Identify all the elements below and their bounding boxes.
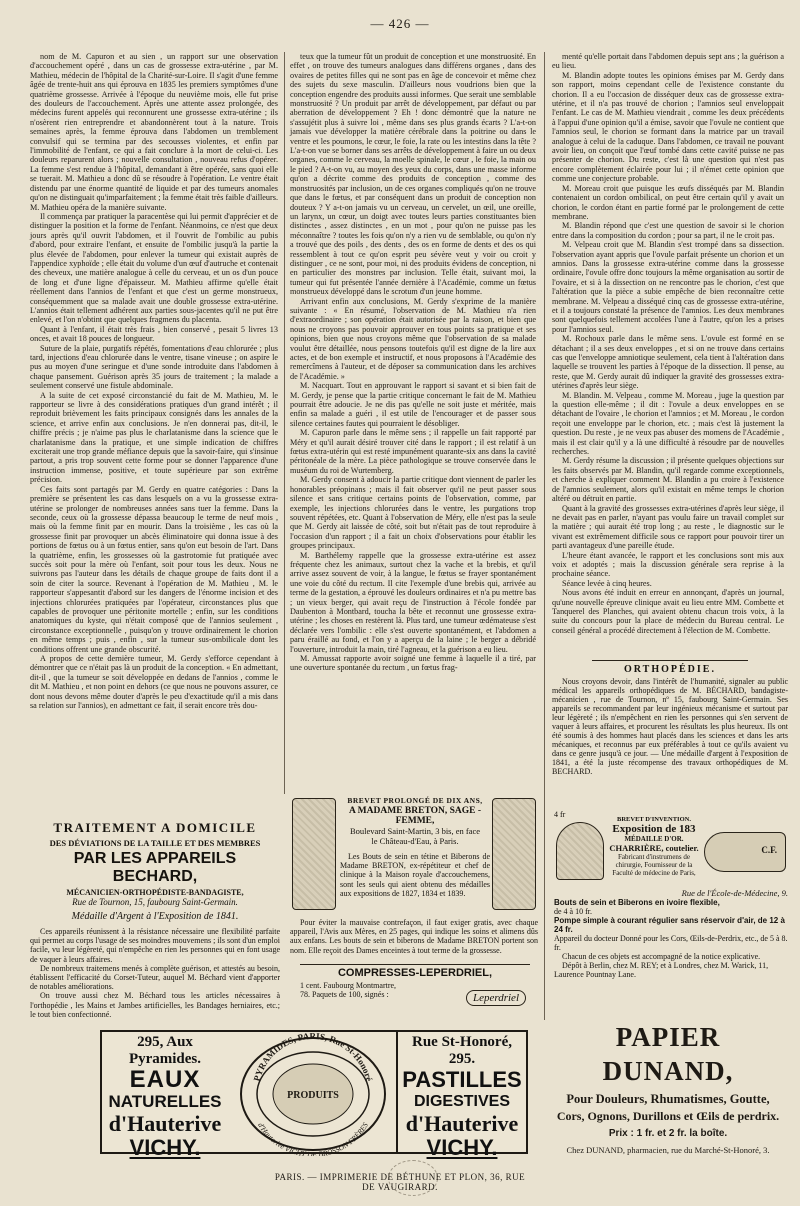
compresses-title: COMPRESSES-LEPERDRIEL, xyxy=(337,967,493,979)
bechard-body-2: De nombreux traitemens menés à complète guérison, et attestés au besoin, établissent l'efficacité du Corset-Tuteur, auquel M. Béchard vient d'apporter de notables améliorations. xyxy=(30,963,280,992)
breton-body-2: Pour éviter la mauvaise contrefaçon, il faut exiger gratis, avec chaque appareil, l'Avis aux Mères, en 25 pages, qui indique les soins et alimens dûs aux enfans. Les bouts de sein et biberons de Madame BRETON portent son nom. Elle reçoit des Dames enceintes à tout terme de la grossesse. xyxy=(290,918,538,955)
vichy-left-word-4: VICHY. xyxy=(129,1135,201,1160)
charriere-item-2: Pompe simple à courant régulier sans réservoir d'air, de 12 à 24 fr. xyxy=(554,916,785,934)
paragraph: A la suite de cet exposé circonstancié du fait de M. Mathieu, M. le rapporteur se livre à des considérations pratiques d'un grand intérêt ; il reproduit brièvement les faits principaux consignés dans les annales de la science, et arrive enfin aux conclusions. Je n'en donnerai pas, dit-il, le chiffre précis ; je n'aime pas plus le charlatanisme dans la science que le charlatanisme dans la pratique, et une simple indication de chiffres exciterait une trop grande méfiance depuis que la savoir-faire, qui s'insinue partout, a pris trop souvent cette forme pour se donner l'apparence d'une instruction immense, positive, et toute supérieure par son extrême précision. xyxy=(30,390,278,485)
paragraph: M. Rochoux parle dans le même sens. L'ovule est formé en se détachant ; il a ses deux enveloppes , et si on ne trouve dans certains cas que l'enveloppe amniotique seulement, cela tient à l'altération dans laquelle se trouvent les parties à l'époque de la dissection. Il pense, au reste, que M. Gerdy aurait dû indiquer la gravité des grossesses extra-utérines d'après leur siège. xyxy=(552,334,784,391)
bechard-profession: MÉCANICIEN-ORTHOPÉDISTE-BANDAGISTE, xyxy=(66,888,244,897)
paragraph: M. Capuron parle dans le même sens ; il rappelle un fait rapporté par Méry et qu'il aurait désiré trouver cité dans le rapport ; il est relatif à un fœtus extra-utérin qui est resté impunément quarante-six ans dans la cavité péritonéale de la mère. La pièce pathologique se trouve conservée dans le muséum du roi de Wurtemberg. xyxy=(290,428,536,475)
bechard-title: PAR LES APPAREILS BECHARD, xyxy=(73,850,237,885)
charriere-name: CHARRIÈRE, coutelier. xyxy=(609,843,699,853)
paragraph: M. Nacquart. Tout en approuvant le rapport si savant et si bien fait de M. Gerdy, je pense que la partie critique concernant le fait de M. Mathieu pourrait être adoucie. Je ne dis pas qu'elle ne soit juste et méritée, mais enfin sa malade a guéri , il est utile de l'encourager et de passer sous silence certaines fautes qui pourraient le désobliger. xyxy=(290,381,536,428)
article-column-3 xyxy=(552,52,784,652)
paragraph: M. Gerdy résume la discussion ; il présente quelques objections sur les faits observés par M. Blandin, qu'il regarde comme exceptionnels, et cherche à expliquer comment M. Blandin a pu croire à l'existence de l'amnios seulement, alors qu'il existait en même temps le chorion altéré ou détruit en partie. xyxy=(552,456,784,504)
charriere-item-1-price: de 4 à 10 fr. xyxy=(554,907,592,916)
charriere-description: Fabricant d'instrumens de chirurgie, Fournisseur de la Faculté de médecine de Paris, xyxy=(612,853,696,877)
dunand-address: Chez DUNAND, pharmacien, rue du Marché-St-Honoré, 3. xyxy=(566,1145,770,1155)
vichy-seal-center: PRODUITS xyxy=(287,1090,339,1101)
charriere-medal: MÉDAILLE D'OR. xyxy=(624,835,684,843)
printer-imprint: PARIS. — IMPRIMERIE DE BÉTHUNE ET PLON, 36, RUE DE VAUGIRARD. xyxy=(274,1172,526,1192)
paragraph: Quant à l'enfant, il était très frais , bien conservé , pesait 5 livres 13 onces, et avait 18 pouces de longueur. xyxy=(30,324,278,344)
orthopedie-heading: ORTHOPÉDIE. xyxy=(624,664,716,675)
breton-address: Boulevard Saint-Martin, 3 bis, en face xyxy=(349,826,481,836)
papier-dunand-advertisement xyxy=(548,1020,788,1162)
paragraph: M. Amussat rapporte avoir soigné une femme à laquelle il a tiré, par une ouverture spontanée du rectum , un fœtus frag- xyxy=(290,654,536,673)
charriere-price: 4 fr xyxy=(554,810,566,819)
column-rule-1 xyxy=(284,52,285,794)
paragraph: Ces faits sont partagés par M. Gerdy en quatre catégories : Dans la première se présentent les cas dans lesquels on a vu la grossesse extra-utérine se prolonger de nombreuses années sans tuer la femme. Dans la seconde, ceux où la grossesse dépassa beaucoup le terme de neuf mois , mais où la femme finit par en mourir. Dans la troisième , les cas où la grossesse finit par provoquer un abcès éliminatoire qui donna issue à des portions de fœtus ou à un fœtus entier, sans qu'on eut besoin de l'art. Dans la quatrième, enfin, les grossesses où la gastrotomie fut pratiquée avec succès soit pour la mère où l'enfant, soit pour tous les deux. Nous ne suivrons pas l'auteur dans les détails de chaque groupe de faits dont il a soin de citer la source. Revenant à l'opération de M. Mathieu , M. le rapporteur s'appesantit d'abord sur les dangers de l'énorme incision et des injections chlorurées pratiquées par l'opérateur, circonstances plus que capables de provoquer une péritonite mortelle ; enfin, sur les conditions anatomiques du kyste, qui n'était composé que de l'annios seulement , circonstance exceptionnelle , puisqu'on y trouve ordinairement le chorion en même temps ; puis , enfin , sur la tumeur sus-ombilicale dont les conditions offrent une grande obscurité. xyxy=(30,484,278,654)
article-column-1 xyxy=(30,52,278,788)
paragraph: M. Blandin adopte toutes les opinions émises par M. Gerdy dans son rapport, moins cependant celle de l'existence constante du chorion. Il a eu l'occasion de disséquer deux cas de grossesse extra-utérine, et il n'a pas trouvé de chorion ; l'amnios seul enveloppait l'enfant. Le cas de M. Mathieu viendrait , comme les deux précédents à l'appui d'une opinion qu'il a émise, savoir que l'ovule ne contient que l'amnios seul, le chorion se formant dans la matrice par un travail analogue à celui de la caduque. Dans l'abdomen, ce travail ne pouvant avoir lieu, on conçoit que l'œuf tombé dans cette cavité puisse ne pas présenter de chorion. Du reste, c'est là une question qui n'est pas encore complètement éclairée pour lui ; il n'émet cette opinion que comme une conjecture probable. xyxy=(552,70,784,184)
bechard-headline: TRAITEMENT A DOMICILE xyxy=(53,820,257,835)
nipple-shield-illustration xyxy=(492,798,536,910)
paragraph: M. Moreau croit que puisque les œufs disséqués par M. Blandin contenaient un cordon ombilical, on peut être certain qu'il y avait un chorion, le cordon étant en partie formé par le prolongement de cette membrane. xyxy=(552,183,784,221)
vichy-right-word-4: VICHY. xyxy=(426,1135,498,1160)
compresses-address: 1 cent. Faubourg Montmartre, xyxy=(300,981,397,990)
vichy-right-word-2: DIGESTIVES xyxy=(413,1093,511,1110)
vichy-right-word-1: PASTILLES xyxy=(402,1067,522,1092)
bechard-subheadline: DES DÉVIATIONS DE LA TAILLE ET DES MEMBRES xyxy=(49,838,261,848)
charriere-advertisement xyxy=(554,810,788,1020)
paragraph: Nous avons été induit en erreur en annonçant, d'après un journal, qu'une nouvelle épreuve clinique avait eu lieu entre MM. Combette et Tanquerel des Planches, qui avaient obtenu chacun trois voix, à la suite du concours pour la place de médecin du Bureau central. Le conseil général a procédé directement à l'élection de M. Combette. xyxy=(552,588,784,635)
paragraph: Suture de la plaie, purgatifs répétés, fomentations d'eau chlorurée ; plus tard, injections d'eau chlorurée dans le ventre, tisane vineuse ; on aspire le pus au moyen d'une seringue et d'une sonde introduite dans l'abdomen à chaque pansement. Guérison après 35 jours de traitement ; la malade a seulement conservé une fistule abdominale. xyxy=(30,343,278,391)
paragraph: Quant à la gravité des grossesses extra-utérines d'après leur siège, il ne devait pas en parler, n'ayant pas voulu faire un travail complet sur la matière ; qui aurait été trop long ; au reste , le diagnostic sur le vivant est extrêmement difficile sous ce rapport pour pouvoir tirer un parti avantageux d'une pareille étude. xyxy=(552,503,784,551)
paragraph: M. Gerdy consent à adoucir la partie critique dont viennent de parler les honorables préopinans ; mais il fait observer qu'il ne peut passer sous silence et sans critique certains points de l'observation, comme, par exemple, les injections chlorurées dans le ventre, les purgations trop souvent répétées, etc. Quant à l'observation de Méry, elle n'est pas la seule que M. Gerdy ait laissée de côté, soit but n'était pas de tout reproduire à l'occasion d'un rapport ; il a fait un choix d'observations pour établir les groupes principaux. xyxy=(290,475,536,551)
orthopedie-text: Nous croyons devoir, dans l'intérêt de l'humanité, signaler au public médical les appareils orthopédiques de M. BÉCHARD, bandagiste-mécanicien , rue de Tournon, nº 15, faubourg Saint-Germain. Ses appareils se recommandent par leur ingénieux mécanisme et surtout par leur légèreté ; ils n'empêchent en rien les personnes qui s'en servent de vaquer à leurs affaires, et procurent les résultats les plus heureux. Ils ont été soumis à des hommes haut placés dans les sciences et dans les arts mécaniques, et reconnus par eux préférables à tout ce qu'ils avaient vu dans ce genre jusqu'à ce jour. — Une médaille d'argent à l'exposition de 1841, a été la juste récompense des travaux orthopédiques de M. BECHARD. xyxy=(552,677,788,776)
charriere-item-1: Bouts de sein et Biberons en ivoire flexible, xyxy=(554,898,720,907)
bechard-address: Rue de Tournon, 15, faubourg Saint-Germain. xyxy=(72,897,238,907)
paragraph: M. Velpeau croit que M. Blandin s'est trompé dans sa dissection. l'observation ayant appris que l'ovule parfait présente un chorion et un amnios. Dans la grossesse extra-utérine comme dans la grossesse ordinaire, l'ovule offre donc toujours la même organisation au sortir de l'ovaire, et si à la dissection on ne rencontre pas le chorion, c'est que l'altération que la pièce a subie empêche de bien reconnaître cette membrane. M. Velpeau a disséqué cinq cas de grossesse extra-utérine, et il a toujours constaté la présence de l'amnios. Les deux membranes sont quelquefois tellement accolées l'une à l'autre, qu'on les a prises pour l'amnios seul. xyxy=(552,240,784,334)
vichy-waters-advertisement xyxy=(100,1030,230,1160)
bechard-medal: Médaille d'Argent à l'Exposition de 1841. xyxy=(71,911,239,922)
paragraph: teux que la tumeur fût un produit de conception et une monstruosité. En effet , on trouve des tumeurs analogues dans différens organes , dans des ovaires de petites filles qui ne sont pas en âge de concevoir et même chez des sujets du sexe masculin. D'ailleurs nous voudrions bien que la conception engendre des produits aussi informes. Que serait une semblable monstruosité ? Un produit par arrêt de développement, par défaut ou par aberration de développement ? Eh ! donc démontré que la nature ne s'assujétit plus à suivre loi , même dans ses plus grands écarts ? L'a-t-on jamais vue développer la matière cérébrale dans la poitrine ou dans le ventre et les poumons, le cœur, le foie, la rate ou les intestins dans la tête ? L'a-t-on vue se borner dans ses arrêts de développement à faire un ou deux organes, comme le cerveau, la moelle spinale, le cœur , le foie, la main ou le pied ? A-t-on vu, au moyen des yeux du corps, dans une masse informe qu'on a décrite comme des produits de conception , comme des monstruosités par inclusion, un de ces organes compliqués qu'on ne trouve que dans le fœtus, et par conséquent dans un produit de conception non douteux ? Y a-t-on jamais vu un cerveau, un cervelet, un œil, une oreille, un larynx, un cœur, un doigt avec toutes leurs parties constituantes bien distinctes , assez distinctes , en un mot , pour qu'on ne puisse pas les méconnaître ? toutes les fois qu'on n'y a rien vu de semblable, ou qu'on n'y a trouvé que des poils , des dents , des os en forme de dents et des os qui ressemblent à tout ce qu'on esprit peu sévère veut y voir ou croit y distinguer , ce ne sont, pour moi, ni des produits évidens de conception, ni en particulier des monstres par inclusion. Telle était, suivant moi, la tumeur qui fut présentée l'année dernière à l'Académie, comme un fœtus monstrueux développé dans le scrotum d'un jeune homme. xyxy=(290,52,537,297)
paragraph: nom de M. Capuron et au sien , un rapport sur une observation d'accouchement opéré , dans un cas de grossesse extra-utérine , par M. Mathieu, médecin de l'hôpital de la Charité-sur-Loire. Il s'agit d'une femme âgée de trente-huit ans qui éprouva en 1835 les premiers symptômes d'une quatrième grossesse. Arrivée à l'époque du neuvième mois, elle fut prise des douleurs de l'accouchement. Après une attente assez prolongée, des médecins furent appelés qui reconnurent une grossesse extra-utérine ; ils n'osèrent rien entreprendre et abandonnèrent tout à la nature. Trois semaines après, la femme éprouva dans l'abdomen un tremblement convulsif qui se termina par des secousses violentes, et enfin par l'immobilité de l'enfant, ce qui a fait conclure à la mort de celui-ci. Les douleurs reparurent alors ; nouvelle consultation , nouveau refus d'opérer. La femme s'est rendue à l'hôpital, demandant à être opérée, sans quoi elle se tuerait. M. Mathieu a donc dû se résoudre à l'opération. Le ventre était distendu par une énorme quantité de liquide et par des tumeurs anomales qu'on ne distinguait qu'imparfaitement ; la femme était très faible d'ailleurs. M. Mathieu opéra de la manière suivante. xyxy=(30,52,278,212)
column-rule-2 xyxy=(544,52,545,1020)
vichy-right-word-3: d'Hauterive xyxy=(405,1111,519,1136)
charriere-item-3: Appareil du docteur Donné pour les Cors, Œils-de-Perdrix, etc., de 5 à 8. fr. xyxy=(554,934,788,952)
charriere-item-5: Dépôt à Berlin, chez M. REY; et à Londres, chez M. Warick, 11, Laurence Pountnay Lane. xyxy=(554,961,769,979)
vichy-left-address: 295, Aux Pyramides. xyxy=(128,1034,202,1067)
page-number: — 426 — xyxy=(370,16,430,31)
bechard-body-1: Ces appareils réunissent à la résistance nécessaire une flexibilité parfaite qui permet au corps l'usage de ses moindres mouvemens ; ils sont d'un emploi facile, vu leur légèreté, qui n'empêche en rien les personnes qui en font usage de vaquer à leurs affaires. xyxy=(30,927,280,964)
charriere-exposition: Exposition de 183 xyxy=(612,823,696,835)
dunand-title: PAPIER DUNAND, xyxy=(602,1022,734,1086)
charriere-patent: BREVET D'INVENTION. xyxy=(617,816,691,823)
paragraph: Séance levée à cinq heures. xyxy=(562,578,652,588)
vichy-left-word-1: EAUX xyxy=(129,1066,201,1093)
compresses-pack-info: 78. Paquets de 100, signés : xyxy=(300,990,389,999)
paragraph: Arrivant enfin aux conclusions, M. Gerdy s'exprime de la manière suivante : « En résumé, l'observation de M. Mathieu n'a rien d'extraordinaire ; son opération était autorisée par la raison, et bien que nous ne croyons pas pouvoir approuver en tous points sa pratique et ses opinions, bien que nous croyons même que l'observation de sa malade voulut être détaillée, nous pensons toutefois qu'il est digne de la lire aux actes, et de bon exemple et instructif, et nous proposons à l'Académie des remercîmens à l'auteur, et de déposer sa communication dans les archives de l'Académie. » xyxy=(290,296,536,381)
breton-name: A MADAME BRETON, SAGE - FEMME, xyxy=(348,806,482,826)
charriere-item-4: Chacun de ces objets est accompagné de la notice explicative. xyxy=(562,952,761,961)
baby-bottle-illustration xyxy=(292,798,336,910)
breast-pump-illustration xyxy=(556,822,604,880)
paragraph: M. Blandin. M. Velpeau , comme M. Moreau , juge la question par la question elle-même ; il dit : l'ovule a deux enveloppes en se détachant de l'ovaire , le chorion et l'amnios ; et M. Moreau , le cordon reçoit une enveloppe par le chorion, etc. ; mais c'est là justement la question. Du reste , je ne veux pas abuser des momens de l'Académie , mais il est clair qu'il y a là une difficulté à résoudre par de nouvelles recherches. xyxy=(552,390,784,457)
bechard-advertisement xyxy=(30,820,280,1020)
syringe-illustration xyxy=(704,832,786,872)
paragraph: M. Blandin répond que c'est une question de savoir si le chorion entre dans la composition du cordon ; pour sa part, il ne le croit pas. xyxy=(552,221,784,240)
paragraph: L'heure étant avancée, le rapport et les conclusions sont mis aux voix et adoptés ; mais la discussion générale sera reprise à la prochaine séance. xyxy=(552,550,784,579)
vichy-pastilles-advertisement xyxy=(396,1030,528,1160)
vichy-left-word-2: NATURELLES xyxy=(108,1092,222,1111)
dunand-price: Prix : 1 fr. et 2 fr. la boîte. xyxy=(608,1128,728,1139)
device-label: C.F. xyxy=(761,845,777,855)
compresses-advertisement xyxy=(300,964,530,1024)
charriere-address: Rue de l'École-de-Médecine, 9. xyxy=(681,888,788,898)
paragraph: M. Barthélemy rappelle que la grossesse extra-utérine est assez fréquente chez les animaux, surtout chez la vache et la brebis, et qu'il arrive assez souvent de voir, à la langue, le fœtus se frayer spontanément une voie du côté du rectum. Il cite l'exemple d'une brebis qui, arrivée au terme de la gestation, a éprouvé les douleurs ordinaires et n'a pu mettre bas ; un vieux berger, qui avait reçu de l'instruction à l'école fondée par Daubenton à Montbard, toucha la bête et reconnut une grossesse extra-utérine ; les choses en restèrent là. Plus tard, une tumeur œdémateuse s'est déclarée vers l'ombilic : elle s'est ouverte spontanément, et l'abdomen a paru éraillé au fond, et l'on y a aperçu de la laine ; le berger a débridé l'ouverture, introduit la main, tiré l'agneau, et la guérison a eu lieu. xyxy=(290,550,536,654)
breton-body-1: Les Bouts de sein en tétine et Biberons de Madame BRETON, ex-répétiteur et chef de clinique à la Maison royale d'accouchemens, sont les seuls qui aient obtenu des médailles aux expositions de 1827, 1834 et 1839. xyxy=(340,852,490,898)
article-column-2 xyxy=(290,52,536,792)
vichy-seal-ring-top: PYRAMIDES, PARIS, Rue St-Honoré xyxy=(251,1032,375,1083)
dunand-line-1: Pour Douleurs, Rhumatismes, Goutte, xyxy=(566,1092,770,1106)
vichy-seal-ring-bottom: d'Hauterive VICHY DE BROSSON FRÈRES xyxy=(256,1120,370,1156)
vichy-seal-advertisement xyxy=(228,1030,398,1154)
paragraph: menté qu'elle portait dans l'abdomen depuis sept ans ; la guérison a eu lieu. xyxy=(552,52,784,71)
breton-patent: BREVET PROLONGÉ DE DIX ANS, xyxy=(347,796,483,805)
paragraph: Il commença par pratiquer la paracentèse qui lui permit d'apprécier et de distinguer la position et la forme de l'enfant. Néanmoins, ce n'est que deux jours après qu'il ouvrit l'abdomen, et il l'ouvrit de l'ombilic au pubis d'abord, pour extraire l'enfant, et ensuite de l'ombilic jusqu'à la partie la plus élevée de l'abdomen, pour enlever la tumeur qui existait auprès de l'appendice xyphoïde ; elle était du volume d'un œuf d'autruche et contenait des cheveux, une matière analogue à celle du cerveau, et un os d'un pouce de long et d'une ligne d'épaisseur. M. Mathieu affirme qu'elle était réellement dans l'annios de l'enfant et que c'est un germe monstrueux, conséquemment que sa malade avait une double grossesse extra-utérine. L'annios était tellement adhérent aux parties sous-jacentes qu'il ne put être enlevé, et l'on n'obtint que quelques fragmens du placenta. xyxy=(30,211,278,325)
dunand-line-2: Cors, Ognons, Durillons et Œils de perdrix. xyxy=(556,1109,780,1123)
paragraph: A propos de cette dernière tumeur, M. Gerdy s'efforce cependant à démontrer que ce n'était pas là un produit de la conception. « En admettant, dit-il , que la tumeur se soit développée en dedans de l'annios , comme le dit M. Mathieu , et non point en dehors (ce que nous ne pouvons assurer, ce dont nous devons même douter d'après le peu d'exactitude qu'il a mis dans sa relation sur l'annios), en admettant ce fait, il serait encore très dou- xyxy=(30,654,278,711)
orthopedie-notice xyxy=(552,660,788,810)
vichy-left-word-3: d'Hauterive xyxy=(108,1111,222,1136)
vichy-seal-emblem xyxy=(228,1032,398,1156)
leperdriel-signature: Leperdriel xyxy=(466,990,526,1006)
bechard-body-3: On trouve aussi chez M. Béchard tous les articles nécessaires à l'orthopédie , les Mains et Jambes artificielles, les Bandages herniaires, etc.; le tout bien confectionné. xyxy=(30,991,280,1019)
vichy-right-address: Rue St-Honoré, 295. xyxy=(412,1034,512,1067)
breton-city: le Château-d'Eau, à Paris. xyxy=(371,836,459,846)
